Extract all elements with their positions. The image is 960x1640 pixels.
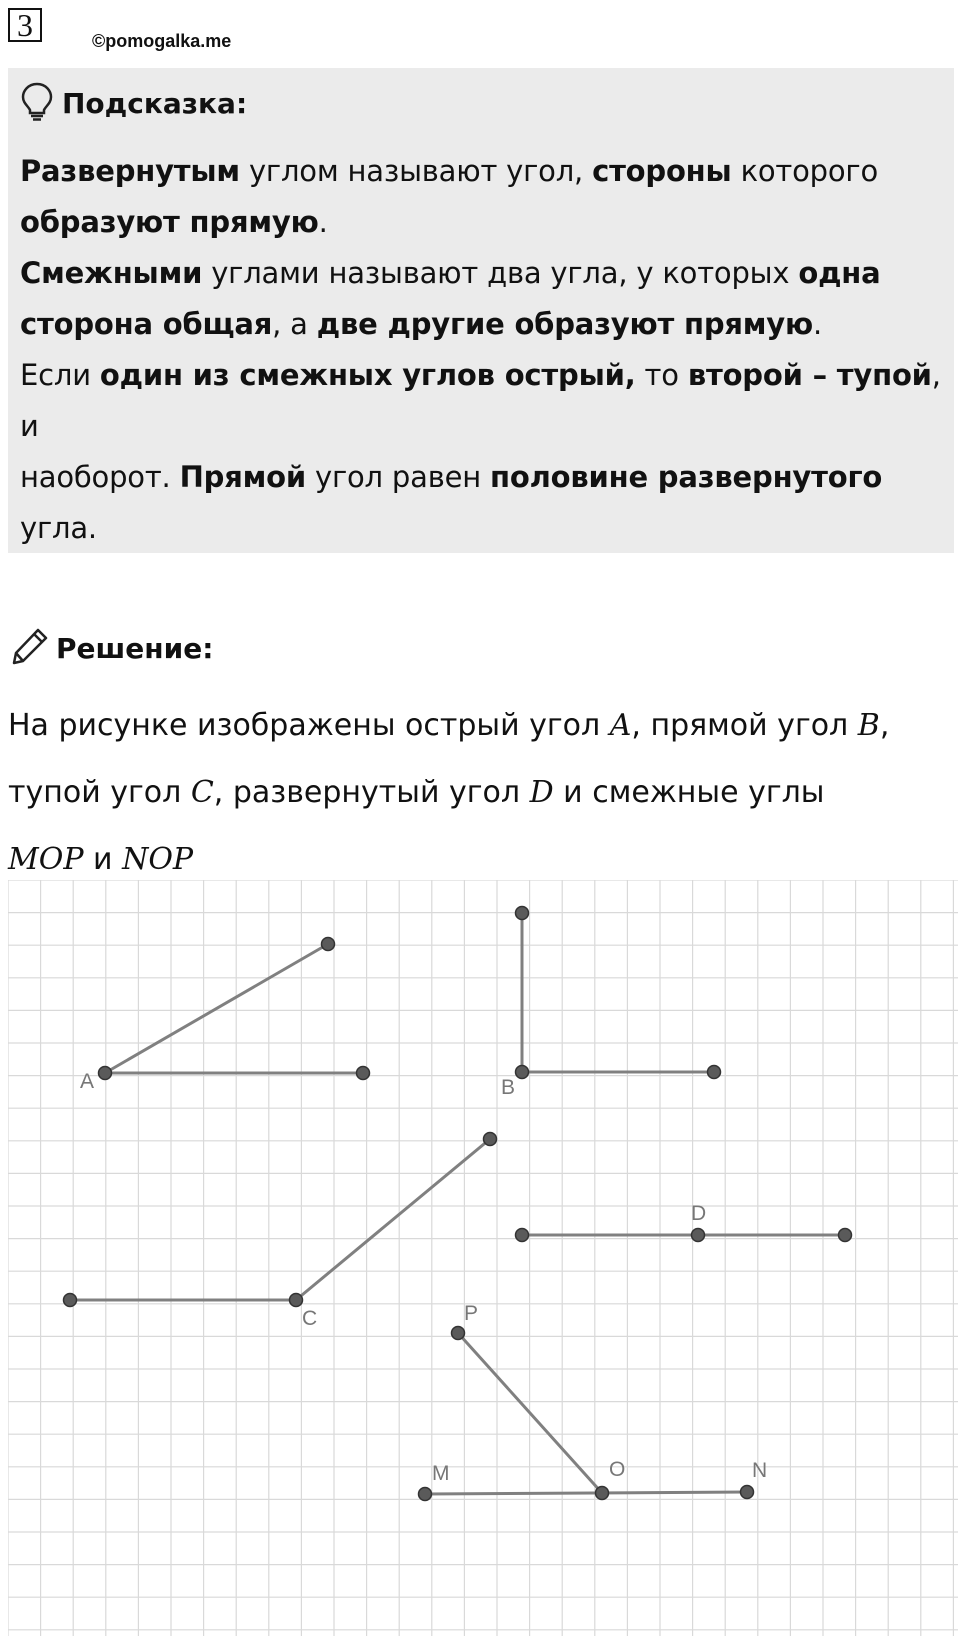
text-segment: , прямой угол bbox=[631, 708, 858, 743]
angles-drawing bbox=[8, 880, 958, 1636]
math-symbol: NOP bbox=[122, 842, 194, 877]
task-number: 3 bbox=[8, 8, 42, 42]
math-symbol: D bbox=[529, 775, 554, 810]
hint-line bbox=[20, 452, 942, 503]
hint-line bbox=[20, 197, 942, 248]
watermark: ©pomogalka.me bbox=[92, 31, 232, 51]
text-segment: углами называют два угла, у которых bbox=[202, 256, 799, 290]
point-marker bbox=[596, 1487, 609, 1500]
point-marker bbox=[692, 1229, 705, 1242]
point-label-b: B bbox=[501, 1076, 516, 1099]
math-symbol: B bbox=[857, 708, 880, 743]
text-segment: наоборот. bbox=[20, 460, 180, 494]
text-segment: тупой угол bbox=[8, 775, 191, 810]
text-segment: которого bbox=[731, 154, 878, 188]
bold-text: две другие образуют прямую bbox=[316, 307, 814, 341]
point-marker bbox=[839, 1229, 852, 1242]
text-segment: На рисунке изображены острый угол bbox=[8, 708, 610, 743]
bold-text: Смежными bbox=[20, 256, 203, 290]
bold-text: стороны bbox=[592, 154, 732, 188]
text-segment: , и bbox=[20, 358, 941, 443]
point-marker bbox=[516, 907, 529, 920]
text-segment: и смежные углы bbox=[553, 775, 825, 810]
text-segment: , развернутый угол bbox=[213, 775, 530, 810]
hint-line bbox=[20, 248, 942, 299]
bold-text: сторона общая bbox=[20, 307, 273, 341]
solution-line bbox=[8, 759, 948, 826]
point-marker bbox=[322, 938, 335, 951]
math-symbol: A bbox=[609, 708, 632, 743]
hint-text bbox=[20, 146, 942, 554]
text-segment: и bbox=[83, 842, 123, 877]
point-label-d: D bbox=[691, 1202, 707, 1225]
math-symbol: C bbox=[190, 775, 214, 810]
math-symbol: MOP bbox=[8, 842, 84, 877]
text-segment: углом называют угол, bbox=[239, 154, 593, 188]
solution-line bbox=[8, 692, 948, 759]
point-marker bbox=[290, 1294, 303, 1307]
text-segment: угла. bbox=[20, 511, 97, 545]
solution-text bbox=[8, 692, 948, 893]
pencil-icon bbox=[10, 626, 56, 670]
point-marker bbox=[419, 1488, 432, 1501]
hint-line bbox=[20, 146, 942, 197]
text-segment: угол равен bbox=[306, 460, 491, 494]
point-marker bbox=[357, 1067, 370, 1080]
bold-text: образуют прямую bbox=[20, 205, 319, 239]
point-marker bbox=[516, 1229, 529, 1242]
solution-title: Решение: bbox=[56, 631, 214, 665]
hint-line bbox=[20, 299, 942, 350]
point-label-o: O bbox=[609, 1458, 626, 1481]
point-marker bbox=[452, 1327, 465, 1340]
point-label-m: M bbox=[432, 1462, 450, 1485]
bold-text: одна bbox=[798, 256, 881, 290]
point-label-c: C bbox=[302, 1307, 318, 1330]
point-marker bbox=[516, 1066, 529, 1079]
bold-text: Прямой bbox=[179, 460, 306, 494]
hint-line bbox=[20, 503, 942, 554]
solution-header bbox=[10, 626, 213, 670]
text-segment: . bbox=[813, 307, 823, 341]
hint-title: Подсказка: bbox=[62, 86, 248, 120]
text-segment: то bbox=[635, 358, 688, 392]
point-marker bbox=[64, 1294, 77, 1307]
bold-text: второй – тупой bbox=[687, 358, 932, 392]
hint-box bbox=[8, 68, 954, 553]
hint-header bbox=[20, 78, 942, 128]
text-segment: , bbox=[879, 708, 890, 743]
angle-ray bbox=[296, 1139, 490, 1300]
bold-text: половине развернутого bbox=[490, 460, 883, 494]
point-label-p: P bbox=[464, 1302, 479, 1325]
point-marker bbox=[708, 1066, 721, 1079]
lightbulb-icon bbox=[20, 81, 62, 125]
point-label-n: N bbox=[752, 1459, 768, 1482]
bold-text: один из смежных углов острый, bbox=[99, 358, 636, 392]
text-segment: , а bbox=[272, 307, 317, 341]
text-segment: . bbox=[318, 205, 328, 239]
point-marker bbox=[484, 1133, 497, 1146]
angles-figure bbox=[8, 880, 958, 1636]
bold-text: Развернутым bbox=[20, 154, 240, 188]
point-marker bbox=[741, 1486, 754, 1499]
point-marker bbox=[99, 1067, 112, 1080]
hint-line bbox=[20, 350, 942, 452]
angle-ray bbox=[425, 1492, 747, 1494]
text-segment: Если bbox=[20, 358, 100, 392]
point-label-a: A bbox=[80, 1070, 95, 1093]
